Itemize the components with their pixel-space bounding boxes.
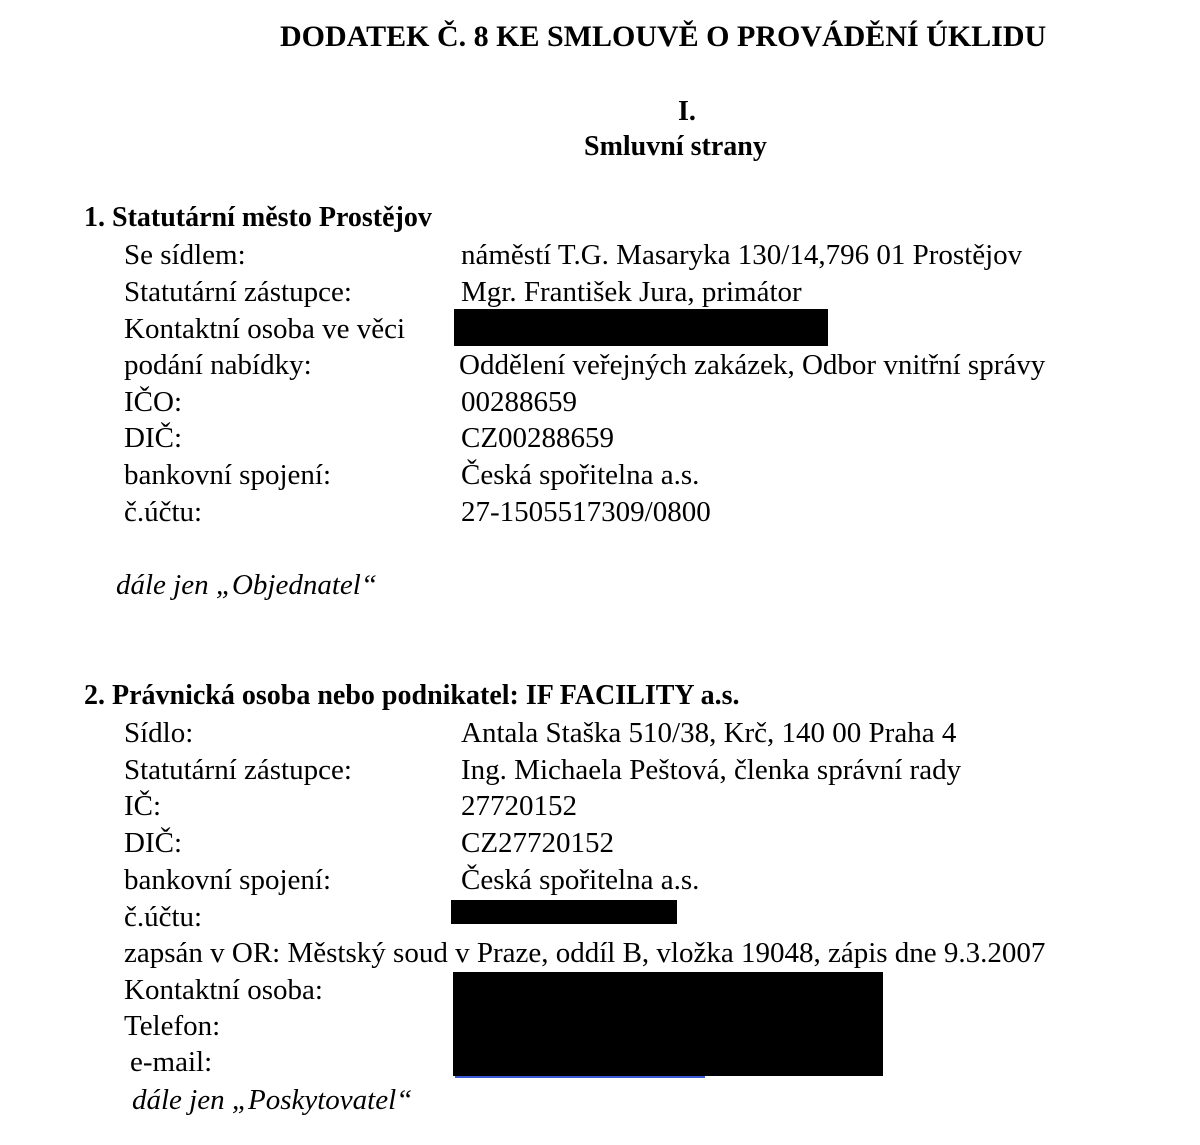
party1-account-value: 27-1505517309/0800 [461,496,711,528]
party1-seat-value: náměstí T.G. Masaryka 130/14,796 01 Prostějov [461,239,1023,271]
party2-representative-label: Statutární zástupce: [124,754,352,786]
party1-account-label: č.účtu: [124,496,203,528]
party2-heading: 2. Právnická osoba nebo podnikatel: IF FACILITY a.s. [84,680,740,711]
party2-contact-label: Kontaktní osoba: [124,974,323,1006]
party1-contact-label-cont: podání nabídky: [124,349,312,381]
document-title: DODATEK Č. 8 KE SMLOUVĚ O PROVÁDĚNÍ ÚKLIDU [280,20,1047,53]
party2-note: dále jen „Poskytovatel“ [132,1084,413,1116]
party2-representative-value: Ing. Michaela Peštová, členka správní rady [461,754,962,786]
party2-phone-label: Telefon: [124,1010,221,1042]
party1-ico-label: IČO: [124,386,182,418]
party1-note: dále jen „Objednatel“ [116,569,377,601]
party1-ico-value: 00288659 [461,386,577,418]
party2-dic-label: DIČ: [124,827,182,859]
party1-dic-label: DIČ: [124,422,182,454]
section-number: I. [678,96,696,127]
party2-account-label: č.účtu: [124,901,203,933]
party1-seat-label: Se sídlem: [124,239,246,271]
party2-registration: zapsán v OR: Městský soud v Praze, oddíl B, vložka 19048, zápis dne 9.3.2007 [124,937,1046,969]
party2-ic-value: 27720152 [461,790,577,822]
party2-ic-label: IČ: [124,790,162,822]
party2-bank-value: Česká spořitelna a.s. [461,864,700,896]
party1-representative-label: Statutární zástupce: [124,276,352,308]
party2-seat-label: Sídlo: [124,717,194,749]
party1-bank-value: Česká spořitelna a.s. [461,459,700,491]
party2-account-redaction [451,900,677,924]
party2-seat-value: Antala Staška 510/38, Krč, 140 00 Praha 4 [461,717,957,749]
party1-contact-redaction [454,309,828,346]
section-title: Smluvní strany [584,131,767,162]
party2-contact-redaction [453,972,883,1076]
party1-contact-department: Oddělení veřejných zakázek, Odbor vnitřní správy [459,349,1046,381]
party2-email-label: e-mail: [130,1046,213,1078]
party2-bank-label: bankovní spojení: [124,864,332,896]
party2-dic-value: CZ27720152 [461,827,615,859]
party1-heading: 1. Statutární město Prostějov [84,202,432,233]
party1-representative-value: Mgr. František Jura, primátor [461,276,802,308]
party1-bank-label: bankovní spojení: [124,459,332,491]
party1-contact-label: Kontaktní osoba ve věci [124,313,406,345]
party1-dic-value: CZ00288659 [461,422,615,454]
